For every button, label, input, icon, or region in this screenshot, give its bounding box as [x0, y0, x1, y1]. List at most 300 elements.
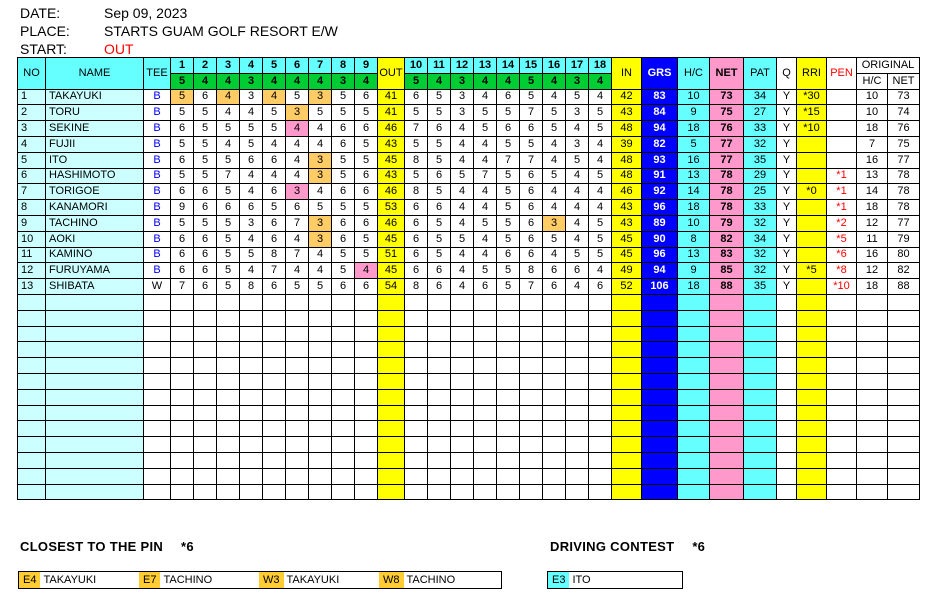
empty-cell [286, 358, 309, 374]
hole-score: 5 [566, 152, 589, 168]
empty-cell [589, 452, 612, 468]
empty-cell [405, 468, 428, 484]
penalty [827, 89, 857, 105]
rri-value [797, 168, 827, 184]
empty-cell [857, 421, 888, 437]
empty-cell [217, 310, 240, 326]
player-no: 12 [18, 263, 46, 279]
empty-cell [144, 405, 171, 421]
empty-cell [827, 373, 857, 389]
empty-cell [144, 437, 171, 453]
empty-cell [171, 468, 194, 484]
hole-score: 6 [263, 279, 286, 295]
empty-cell [520, 468, 543, 484]
empty-cell [451, 342, 474, 358]
player-tee: B [144, 263, 171, 279]
hole-score: 3 [240, 89, 263, 105]
empty-cell [263, 294, 286, 310]
empty-cell [520, 437, 543, 453]
hole-score: 5 [497, 184, 520, 200]
in-total: 43 [612, 215, 642, 231]
orig-handicap: 14 [857, 184, 888, 200]
orig-net: 77 [888, 215, 920, 231]
empty-cell [678, 421, 710, 437]
hole-score: 6 [543, 263, 566, 279]
hole-score: 4 [309, 136, 332, 152]
gross-total: 94 [642, 121, 678, 137]
empty-cell [171, 342, 194, 358]
empty-cell [777, 342, 797, 358]
hole-score: 6 [405, 200, 428, 216]
col-out-header: OUT [378, 58, 405, 90]
hole-score: 6 [332, 231, 355, 247]
empty-cell [678, 437, 710, 453]
rri-value [797, 279, 827, 295]
hole-score: 4 [566, 121, 589, 137]
empty-cell [612, 294, 642, 310]
empty-cell [678, 373, 710, 389]
qualified: Y [777, 136, 797, 152]
empty-cell [240, 326, 263, 342]
empty-cell [474, 452, 497, 468]
empty-cell [46, 342, 144, 358]
player-no: 11 [18, 247, 46, 263]
player-name: ITO [46, 152, 144, 168]
empty-cell [497, 468, 520, 484]
empty-cell [678, 452, 710, 468]
empty-cell [827, 468, 857, 484]
in-total: 43 [612, 200, 642, 216]
empty-cell [171, 310, 194, 326]
hole-score: 5 [428, 215, 451, 231]
out-total: 45 [378, 152, 405, 168]
hole-score: 5 [217, 263, 240, 279]
empty-cell [332, 452, 355, 468]
hole-score: 4 [451, 279, 474, 295]
hole-score: 4 [217, 89, 240, 105]
gross-total: 83 [642, 89, 678, 105]
empty-cell [520, 389, 543, 405]
hole-score: 5 [543, 121, 566, 137]
hole-score: 5 [497, 215, 520, 231]
empty-cell [451, 468, 474, 484]
empty-cell [171, 373, 194, 389]
empty-cell [642, 437, 678, 453]
empty-cell [777, 373, 797, 389]
empty-row [18, 484, 920, 500]
handicap: 9 [678, 263, 710, 279]
empty-cell [428, 405, 451, 421]
empty-cell [777, 484, 797, 500]
empty-cell [18, 452, 46, 468]
hole-score: 6 [194, 200, 217, 216]
net-score: 78 [710, 168, 744, 184]
hole-score: 5 [497, 231, 520, 247]
penalty [827, 136, 857, 152]
empty-cell [797, 294, 827, 310]
hole-score: 5 [428, 152, 451, 168]
empty-cell [378, 373, 405, 389]
empty-cell [405, 310, 428, 326]
empty-cell [378, 342, 405, 358]
closest-winner-name: TAKAYUKI [43, 574, 97, 586]
empty-cell [428, 373, 451, 389]
empty-row [18, 405, 920, 421]
empty-cell [520, 484, 543, 500]
empty-cell [543, 294, 566, 310]
empty-cell [355, 405, 378, 421]
empty-cell [497, 373, 520, 389]
empty-cell [378, 326, 405, 342]
handicap: 14 [678, 184, 710, 200]
empty-cell [217, 452, 240, 468]
putts: 34 [744, 231, 777, 247]
hole-score: 8 [263, 247, 286, 263]
empty-cell [240, 294, 263, 310]
hole-score: 4 [240, 105, 263, 121]
hole-score: 6 [405, 215, 428, 231]
empty-cell [194, 294, 217, 310]
empty-cell [46, 437, 144, 453]
empty-cell [18, 468, 46, 484]
empty-cell [309, 389, 332, 405]
empty-cell [612, 452, 642, 468]
empty-row [18, 452, 920, 468]
closest-label: CLOSEST TO THE PIN [20, 539, 164, 554]
par-value: 3 [332, 73, 355, 89]
empty-cell [171, 389, 194, 405]
empty-row [18, 342, 920, 358]
hole-score: 4 [566, 200, 589, 216]
empty-cell [378, 437, 405, 453]
hole-score: 5 [240, 121, 263, 137]
hole-score: 5 [589, 231, 612, 247]
closest-winner-name: TAKAYUKI [286, 574, 340, 586]
hole-score: 5 [171, 105, 194, 121]
empty-cell [888, 389, 920, 405]
hole-score: 6 [171, 231, 194, 247]
orig-handicap: 18 [857, 279, 888, 295]
hole-score: 5 [543, 168, 566, 184]
hole-score: 4 [355, 263, 378, 279]
hole-number: 1 [171, 58, 194, 74]
empty-cell [46, 326, 144, 342]
player-no: 1 [18, 89, 46, 105]
empty-cell [332, 342, 355, 358]
hole-score: 6 [405, 263, 428, 279]
hole-score: 7 [497, 152, 520, 168]
empty-cell [46, 389, 144, 405]
out-total: 46 [378, 121, 405, 137]
hole-number: 6 [286, 58, 309, 74]
hole-score: 5 [332, 105, 355, 121]
empty-cell [263, 437, 286, 453]
empty-cell [46, 358, 144, 374]
hole-score: 5 [194, 168, 217, 184]
closest-winners-box [18, 571, 502, 589]
hole-score: 9 [171, 200, 194, 216]
hole-score: 6 [543, 279, 566, 295]
empty-cell [710, 358, 744, 374]
col-pen-header: PEN [827, 58, 857, 90]
empty-cell [827, 484, 857, 500]
hole-score: 6 [263, 215, 286, 231]
empty-cell [451, 421, 474, 437]
hole-score: 4 [451, 152, 474, 168]
empty-cell [474, 405, 497, 421]
empty-cell [355, 484, 378, 500]
hole-score: 6 [355, 279, 378, 295]
empty-cell [144, 310, 171, 326]
hole-score: 5 [355, 152, 378, 168]
player-row [18, 121, 920, 137]
empty-cell [589, 405, 612, 421]
empty-cell [171, 452, 194, 468]
qualified: Y [777, 200, 797, 216]
empty-cell [827, 421, 857, 437]
player-tee: B [144, 200, 171, 216]
empty-cell [589, 421, 612, 437]
empty-cell [642, 468, 678, 484]
empty-cell [240, 452, 263, 468]
empty-cell [309, 484, 332, 500]
penalty [827, 105, 857, 121]
empty-cell [777, 468, 797, 484]
empty-cell [589, 468, 612, 484]
out-total: 43 [378, 168, 405, 184]
hole-score: 4 [474, 247, 497, 263]
closest-winner [139, 572, 259, 588]
hole-score: 6 [428, 168, 451, 184]
empty-cell [194, 373, 217, 389]
driving-contest-heading [550, 539, 705, 554]
empty-cell [355, 421, 378, 437]
empty-cell [240, 358, 263, 374]
empty-cell [309, 310, 332, 326]
rri-value: *10 [797, 121, 827, 137]
player-row [18, 152, 920, 168]
col-no-header: NO [18, 58, 46, 90]
empty-cell [240, 437, 263, 453]
hole-score: 6 [428, 200, 451, 216]
player-name: SHIBATA [46, 279, 144, 295]
qualified: Y [777, 247, 797, 263]
penalty [827, 152, 857, 168]
par-value: 4 [194, 73, 217, 89]
empty-cell [378, 389, 405, 405]
par-value: 4 [474, 73, 497, 89]
rri-value: *5 [797, 263, 827, 279]
empty-cell [520, 452, 543, 468]
empty-cell [428, 326, 451, 342]
hole-score: 4 [474, 200, 497, 216]
hole-score: 5 [497, 279, 520, 295]
date-label: DATE: [20, 5, 61, 21]
hole-score: 7 [520, 105, 543, 121]
penalty: *1 [827, 200, 857, 216]
par-value: 3 [240, 73, 263, 89]
empty-cell [520, 358, 543, 374]
hole-score: 5 [428, 105, 451, 121]
hole-score: 4 [451, 184, 474, 200]
hole-score: 3 [451, 105, 474, 121]
empty-cell [612, 437, 642, 453]
empty-cell [710, 389, 744, 405]
hole-score: 4 [263, 89, 286, 105]
empty-cell [474, 310, 497, 326]
rri-value [797, 200, 827, 216]
gross-total: 89 [642, 215, 678, 231]
hole-number: 16 [543, 58, 566, 74]
hole-score: 5 [171, 89, 194, 105]
start-label: START: [20, 41, 67, 57]
empty-cell [612, 421, 642, 437]
gross-total: 84 [642, 105, 678, 121]
empty-cell [857, 294, 888, 310]
hole-score: 5 [217, 231, 240, 247]
player-row [18, 247, 920, 263]
empty-cell [566, 437, 589, 453]
empty-cell [263, 484, 286, 500]
hole-score: 4 [286, 121, 309, 137]
player-tee: B [144, 168, 171, 184]
empty-cell [888, 342, 920, 358]
hole-score: 5 [428, 231, 451, 247]
empty-cell [744, 342, 777, 358]
hole-score: 6 [263, 184, 286, 200]
driving-label: DRIVING CONTEST [550, 539, 675, 554]
empty-cell [642, 373, 678, 389]
hole-score: 4 [589, 89, 612, 105]
player-tee: W [144, 279, 171, 295]
empty-cell [827, 358, 857, 374]
empty-cell [744, 452, 777, 468]
empty-cell [286, 468, 309, 484]
hole-score: 4 [566, 184, 589, 200]
hole-score: 5 [543, 105, 566, 121]
par-value: 4 [543, 73, 566, 89]
empty-cell [543, 437, 566, 453]
out-total: 53 [378, 200, 405, 216]
empty-cell [405, 342, 428, 358]
empty-cell [240, 389, 263, 405]
hole-score: 5 [194, 121, 217, 137]
empty-cell [857, 452, 888, 468]
out-total: 46 [378, 184, 405, 200]
orig-net: 73 [888, 89, 920, 105]
hole-score: 5 [405, 136, 428, 152]
hole-score: 5 [332, 89, 355, 105]
hole-score: 5 [332, 263, 355, 279]
empty-cell [678, 310, 710, 326]
hole-score: 3 [309, 231, 332, 247]
empty-cell [777, 294, 797, 310]
hole-number: 10 [405, 58, 428, 74]
hole-score: 4 [286, 168, 309, 184]
hole-score: 6 [332, 136, 355, 152]
hole-score: 4 [543, 184, 566, 200]
empty-cell [332, 468, 355, 484]
empty-row [18, 437, 920, 453]
par-value: 4 [497, 73, 520, 89]
player-row [18, 89, 920, 105]
hole-score: 5 [451, 168, 474, 184]
rri-value [797, 231, 827, 247]
empty-cell [405, 421, 428, 437]
hole-score: 4 [240, 184, 263, 200]
player-name: TORU [46, 105, 144, 121]
hole-score: 5 [520, 89, 543, 105]
net-score: 88 [710, 279, 744, 295]
hole-score: 5 [589, 121, 612, 137]
empty-row [18, 373, 920, 389]
player-row [18, 279, 920, 295]
penalty: *8 [827, 263, 857, 279]
hole-score: 6 [520, 168, 543, 184]
orig-net: 76 [888, 121, 920, 137]
empty-cell [888, 358, 920, 374]
hole-score: 6 [355, 184, 378, 200]
empty-row [18, 358, 920, 374]
hole-score: 4 [451, 263, 474, 279]
empty-cell [888, 373, 920, 389]
empty-cell [744, 326, 777, 342]
in-total: 39 [612, 136, 642, 152]
empty-cell [642, 484, 678, 500]
hole-number: 9 [355, 58, 378, 74]
driving-winners-box [547, 571, 683, 589]
hole-score: 3 [309, 168, 332, 184]
empty-cell [286, 294, 309, 310]
date-value: Sep 09, 2023 [104, 5, 188, 21]
empty-cell [18, 294, 46, 310]
hole-score: 5 [217, 184, 240, 200]
empty-cell [217, 326, 240, 342]
empty-cell [194, 405, 217, 421]
qualified: Y [777, 231, 797, 247]
empty-cell [474, 294, 497, 310]
empty-cell [144, 294, 171, 310]
empty-cell [827, 437, 857, 453]
empty-cell [744, 310, 777, 326]
hole-score: 3 [309, 89, 332, 105]
in-total: 43 [612, 105, 642, 121]
empty-row [18, 468, 920, 484]
empty-cell [46, 452, 144, 468]
hole-score: 6 [520, 184, 543, 200]
empty-cell [888, 310, 920, 326]
par-value: 3 [566, 73, 589, 89]
empty-cell [642, 358, 678, 374]
empty-cell [217, 484, 240, 500]
empty-cell [642, 294, 678, 310]
empty-cell [451, 437, 474, 453]
empty-cell [744, 373, 777, 389]
empty-cell [520, 342, 543, 358]
empty-cell [355, 310, 378, 326]
empty-cell [797, 389, 827, 405]
empty-cell [194, 326, 217, 342]
empty-cell [378, 405, 405, 421]
empty-cell [520, 326, 543, 342]
handicap: 10 [678, 215, 710, 231]
player-name: SEKINE [46, 121, 144, 137]
empty-cell [857, 326, 888, 342]
out-total: 54 [378, 279, 405, 295]
handicap: 8 [678, 231, 710, 247]
penalty [827, 121, 857, 137]
hole-score: 6 [355, 89, 378, 105]
